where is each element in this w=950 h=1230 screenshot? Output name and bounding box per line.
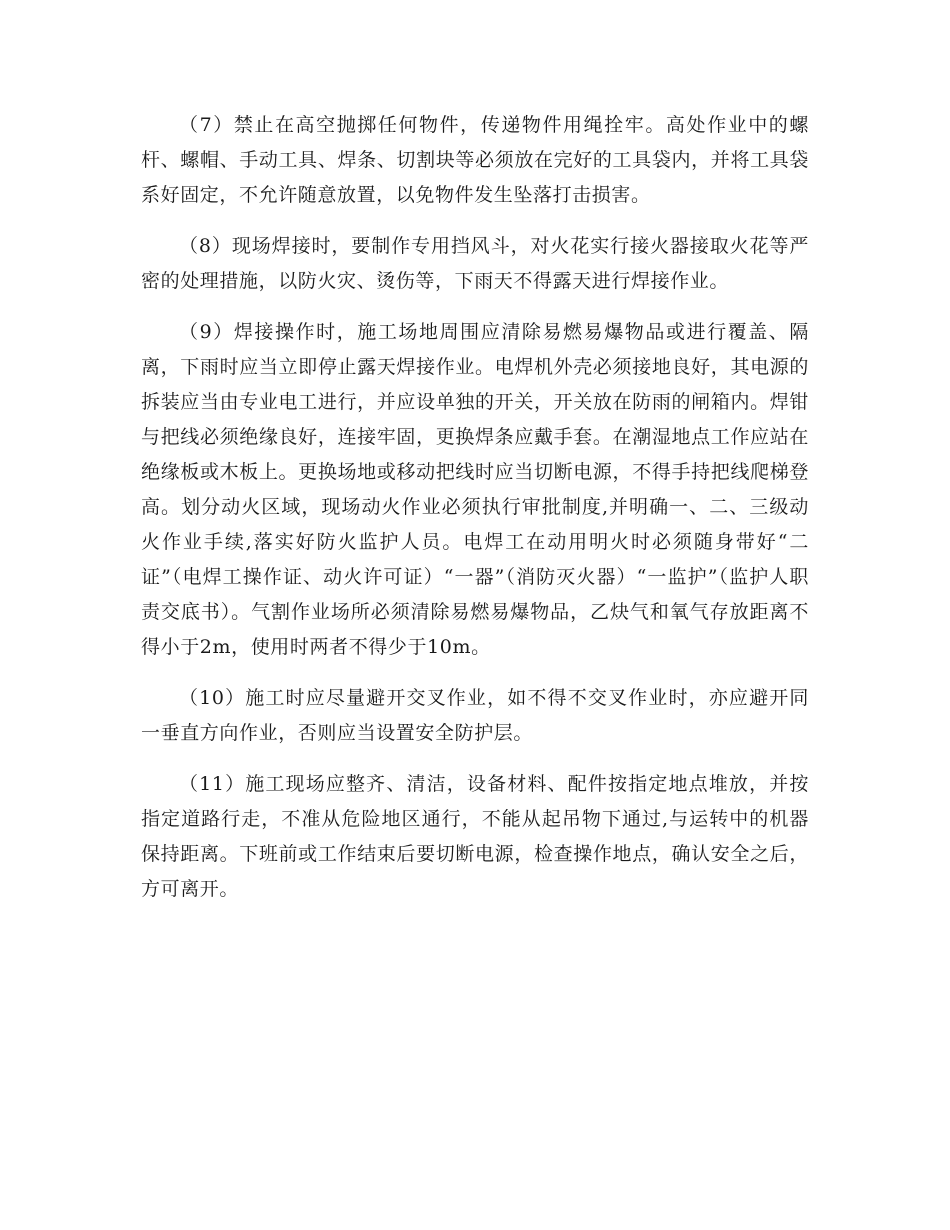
paragraph-7: （7）禁止在高空抛掷任何物件，传递物件用绳拴牢。高处作业中的螺杆、螺帽、手动工具、焊条、切割块等必须放在完好的工具袋内，并将工具袋系好固定，不允许随意放置，以免物件发生坠落打击损害。 [141, 114, 809, 206]
document-body [141, 108, 809, 923]
paragraph-11: （11）施工现场应整齐、清洁，设备材料、配件按指定地点堆放，并按指定道路行走，不准从危险地区通行，不能从起吊物下通过,与运转中的机器保持距离。下班前或工作结束后要切断电源，检查操作地点，确认安全之后，方可离开。 [141, 773, 809, 900]
paragraph-8: （8）现场焊接时，要制作专用挡风斗，对火花实行接火器接取火花等严密的处理措施，以防火灾、烫伤等，下雨天不得露天进行焊接作业。 [141, 235, 809, 292]
paragraph-10: （10）施工时应尽量避开交叉作业，如不得不交叉作业时，亦应避开同一垂直方向作业，否则应当设置安全防护层。 [141, 687, 809, 744]
paragraph-9: （9）焊接操作时，施工场地周围应清除易燃易爆物品或进行覆盖、隔离，下雨时应当立即停止露天焊接作业。电焊机外壳必须接地良好，其电源的拆装应当由专业电工进行，并应设单独的开关，开关放在防雨的闸箱内。焊钳与把线必须绝缘良好，连接牢固，更换焊条应戴手套。在潮湿地点工作应站在绝缘板或木板上。更换场地或移动把线时应当切断电源，不得手持把线爬梯登高。划分动火区域，现场动火作业必须执行审批制度,并明确一、二、三级动火作业手续,落实好防火监护人员。电焊工在动用明火时必须随身带好“二证”（电焊工操作证、动火许可证）“一器”（消防灭火器）“一监护”（监护人职责交底书）。气割作业场所必须清除易燃易爆物品，乙炔气和氧气存放距离不得小于2m，使用时两者不得少于10m。 [141, 321, 809, 658]
